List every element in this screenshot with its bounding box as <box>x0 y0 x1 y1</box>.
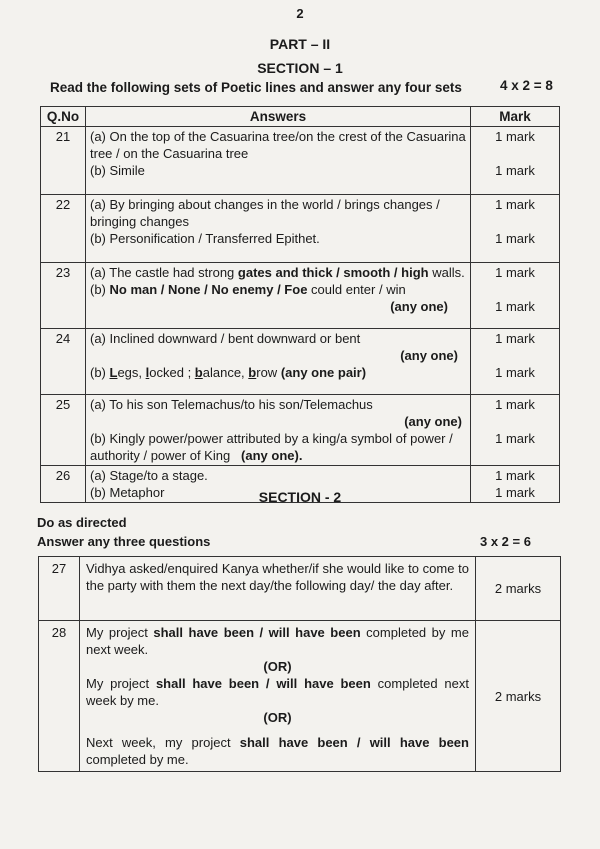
header-qno: Q.No <box>41 107 86 127</box>
table-row-q22 <box>41 195 560 263</box>
answer-28 <box>80 621 476 772</box>
answer-23a: (a) The castle had strong gates and thick / smooth / high walls. <box>90 265 465 280</box>
answer-21b: (b) Simile <box>90 163 145 178</box>
answer-23 <box>86 263 471 329</box>
answer-26a: (a) Stage/to a stage. <box>90 468 208 483</box>
mark-26a: 1 mark <box>495 468 535 483</box>
mark-25 <box>471 395 560 466</box>
qno-28: 28 <box>39 621 80 772</box>
answer-22a: (a) By bringing about changes in the world / brings changes / bringing changes <box>90 197 440 229</box>
page-number: 2 <box>296 6 304 21</box>
table-row-q25 <box>41 395 560 466</box>
mark-22 <box>471 195 560 263</box>
section1-title: SECTION – 1 <box>257 60 343 76</box>
qno-26: 26 <box>41 466 86 503</box>
header-mark: Mark <box>471 107 560 127</box>
answer-28-s1: My project shall have been / will have been completed by me next week. <box>86 625 469 657</box>
or-2: (OR) <box>263 710 292 725</box>
qno-22: 22 <box>41 195 86 263</box>
section1-instruction: Read the following sets of Poetic lines and answer any four sets <box>50 80 462 95</box>
mark-21 <box>471 127 560 195</box>
table-row-q21 <box>41 127 560 195</box>
answer-28-s2: My project shall have been / will have been completed next week by me. <box>86 676 469 708</box>
qno-23: 23 <box>41 263 86 329</box>
mark-25b: 1 mark <box>495 431 535 446</box>
answer-21 <box>86 127 471 195</box>
answer-24 <box>86 329 471 395</box>
section2-title: SECTION - 2 <box>258 489 342 505</box>
any-one-23: (any one) <box>390 299 448 314</box>
any-one-24: (any one) <box>400 348 458 363</box>
section1-marks: 4 x 2 = 8 <box>500 78 553 93</box>
answer-21a: (a) On the top of the Casuarina tree/on the crest of the Casuarina tree / on the Casuarina tree <box>90 129 466 161</box>
answer-25 <box>86 395 471 466</box>
answer-27: Vidhya asked/enquired Kanya whether/if she would like to come to the party with them the next day/the following day/ the day after. <box>80 557 476 621</box>
table-row-q24 <box>41 329 560 395</box>
mark-26b: 1 mark <box>495 485 535 500</box>
mark-21a: 1 mark <box>495 129 535 144</box>
header-answers: Answers <box>86 107 471 127</box>
qno-25: 25 <box>41 395 86 466</box>
any-one-25: (any one) <box>404 414 462 429</box>
mark-22b: 1 mark <box>495 231 535 246</box>
mark-23a: 1 mark <box>495 265 535 280</box>
answer-22 <box>86 195 471 263</box>
answer-26b: (b) Metaphor <box>90 485 165 500</box>
table-header-row <box>41 107 560 127</box>
mark-28: 2 marks <box>476 621 561 772</box>
answer-24b: (b) Legs, locked ; balance, brow (any one pair) <box>90 365 367 380</box>
table-row-q27 <box>39 557 561 621</box>
do-as-directed: Do as directed <box>37 515 127 530</box>
mark-21b: 1 mark <box>495 163 535 178</box>
answer-table-section2 <box>38 556 561 772</box>
mark-23 <box>471 263 560 329</box>
part-title: PART – II <box>269 36 331 52</box>
section2-marks: 3 x 2 = 6 <box>480 534 531 549</box>
mark-24a: 1 mark <box>495 331 535 346</box>
answer-23b: (b) No man / None / No enemy / Foe could enter / win <box>90 282 406 297</box>
mark-24 <box>471 329 560 395</box>
qno-21: 21 <box>41 127 86 195</box>
mark-25a: 1 mark <box>495 397 535 412</box>
mark-24b: 1 mark <box>495 365 535 380</box>
answer-24a: (a) Inclined downward / bent downward or bent <box>90 331 361 346</box>
mark-22a: 1 mark <box>495 197 535 212</box>
answer-28-s3: Next week, my project shall have been / will have been completed by me. <box>86 735 469 767</box>
table-row-q23 <box>41 263 560 329</box>
answer-25a: (a) To his son Telemachus/to his son/Telemachus <box>90 397 373 412</box>
table-row-q28 <box>39 621 561 772</box>
mark-27: 2 marks <box>476 557 561 621</box>
qno-27: 27 <box>39 557 80 621</box>
section2-instruction: Answer any three questions <box>37 534 211 549</box>
or-1: (OR) <box>263 659 292 674</box>
answer-25b: (b) Kingly power/power attributed by a king/a symbol of power / authority / power of King (any one). <box>90 431 453 463</box>
answer-22b: (b) Personification / Transferred Epithet. <box>90 231 320 246</box>
qno-24: 24 <box>41 329 86 395</box>
answer-table-section1 <box>40 106 560 503</box>
mark-23b: 1 mark <box>495 299 535 314</box>
